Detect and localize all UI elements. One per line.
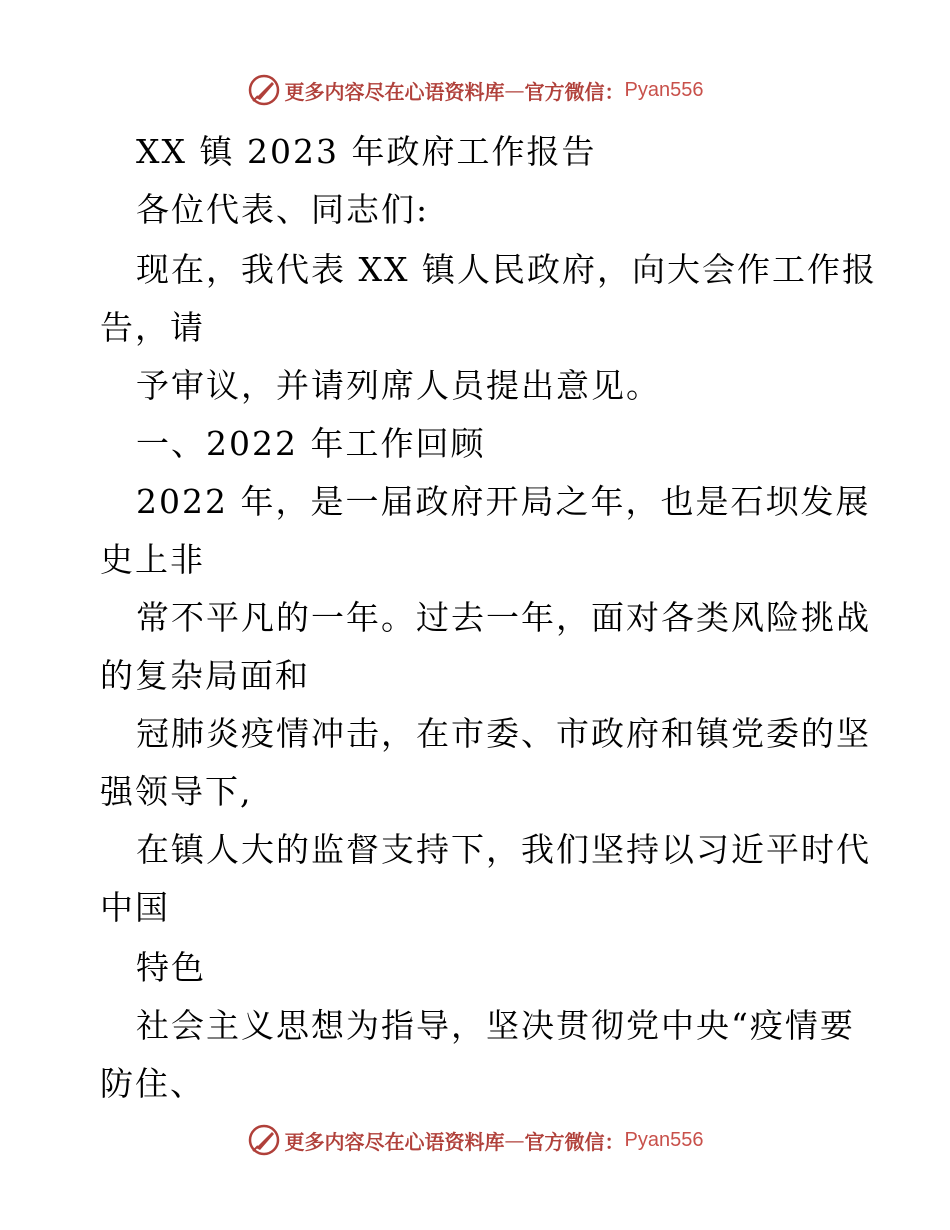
paragraph-line: 现在，我代表 XX 镇人民政府，向大会作工作报 [136, 250, 877, 289]
paragraph-line: 防住、 [100, 1064, 205, 1103]
watermark-wechat-id: Pyan556 [624, 78, 704, 101]
watermark-separator: — [504, 78, 525, 102]
salutation: 各位代表、同志们: [136, 190, 430, 229]
paragraph-line: 史上非 [100, 540, 205, 579]
watermark-banner-top [0, 70, 950, 110]
document-title: XX 镇 2023 年政府工作报告 [136, 132, 597, 171]
paragraph-line: 2022 年，是一届政府开局之年，也是石坝发展 [136, 482, 871, 521]
watermark-separator: — [504, 1128, 525, 1152]
paragraph-line: 强领导下, [100, 772, 253, 811]
watermark-wechat-label: 官方微信： [524, 79, 625, 104]
watermark-wechat-label: 官方微信： [524, 1129, 625, 1154]
quill-logo-icon [247, 1123, 281, 1157]
paragraph-line: 告，请 [100, 308, 205, 347]
paragraph-line: 在镇人大的监督支持下，我们坚持以习近平时代 [136, 830, 871, 869]
paragraph-line: 予审议，并请列席人员提出意见。 [136, 366, 661, 405]
watermark-slogan: 更多内容尽在心语资料库 [284, 1129, 505, 1154]
paragraph-line: 社会主义思想为指导，坚决贯彻党中央“疫情要 [136, 1006, 855, 1045]
watermark-wechat-id: Pyan556 [624, 1128, 704, 1151]
paragraph-line: 常不平凡的一年。过去一年，面对各类风险挑战 [136, 598, 871, 637]
quill-logo-icon [247, 73, 281, 107]
watermark-slogan: 更多内容尽在心语资料库 [284, 79, 505, 104]
paragraph-line: 中国 [100, 888, 170, 927]
section-heading: 一、2022 年工作回顾 [136, 424, 486, 463]
paragraph-line: 的复杂局面和 [100, 656, 310, 695]
paragraph-line: 特色 [136, 948, 206, 987]
watermark-banner-bottom [0, 1120, 950, 1160]
paragraph-line: 冠肺炎疫情冲击，在市委、市政府和镇党委的坚 [136, 714, 871, 753]
